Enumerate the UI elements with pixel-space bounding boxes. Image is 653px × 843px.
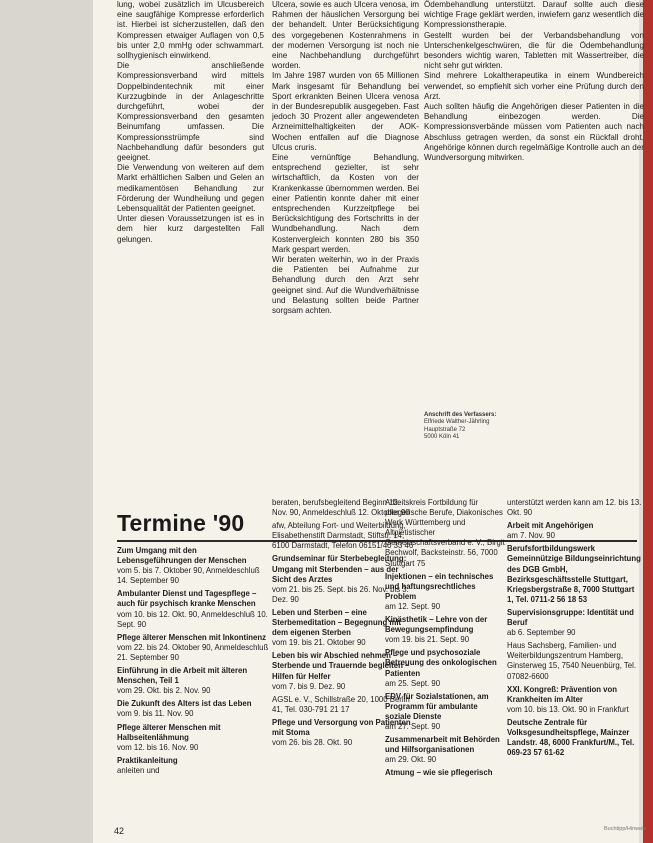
- event-entry: [117, 756, 269, 776]
- event-details: vom 5. bis 7. Oktober 90, Anmeldeschluß 14. September 90: [117, 566, 260, 586]
- event-entry: [117, 666, 269, 696]
- article-paragraph: Die Verwendung von weiteren auf dem Markt erhältlichen Salben und Gelen an medikamentösen Behandlung zur Förderung der Wundheilung und gegen Lebensqualität der Patienten geeignet.: [117, 163, 264, 214]
- event-details: vom 19. bis 21. Oktober 90: [272, 638, 366, 648]
- event-title: Supervisionsgruppe: Identität und Beruf: [507, 607, 634, 628]
- article-paragraph: Unter diesen Voraussetzungen ist es in dem hier kurz dargestellten Fall gelungen.: [117, 214, 264, 244]
- event-title: Ambulanter Dienst und Tagespflege – auch für psychisch kranke Menschen: [117, 589, 257, 609]
- page-number: 42: [114, 826, 125, 836]
- section-title: Termine '90: [117, 510, 245, 536]
- event-title: Pflege und psychosoziale Betreuung des onkologischen Patienten: [385, 648, 497, 678]
- article-paragraph: Gestellt wurden bei der Verbandsbehandlung von Unterschenkelgeschwüren, die für die Ödembehandlung besonders wichtig waren, Tabletten mit Wassertreiber, die nicht sehr gut wirkten.: [424, 30, 644, 71]
- author-address: [424, 412, 564, 442]
- author-address-line: Elfriede Walther-Jährling: [424, 419, 490, 426]
- event-title: Zusammenarbeit mit Behörden und Hilfsorganisationen: [385, 735, 500, 755]
- article-paragraph: Ulcera, sowie es auch Ulcera venosa, im Rahmen der häuslichen Versorgung bei der behandelt. Unter Berücksichtigung des vorgegebenen Kostenrahmens in der modernen Versorgung ist noch nie eine Nachbehandlung durchgeführt worden.: [272, 0, 419, 71]
- article-column-2: [272, 0, 419, 498]
- event-details: vom 26. bis 28. Okt. 90: [272, 738, 353, 748]
- event-title: Berufsfortbildungswerk Gemeinnützige Bildungseinrichtung des DGB GmbH, Bezirksgeschäftsstelle Stuttgart, Kriegsbergstraße 8, 7000 Stuttgart 1, Tel. 0711-2 56 18 53: [507, 544, 641, 604]
- event-entry: [117, 546, 269, 586]
- event-entry: [117, 633, 269, 663]
- event-details: am 29. Okt. 90: [385, 755, 437, 765]
- event-details: vom 7. bis 9. Dez. 90: [272, 681, 346, 691]
- event-entry: [385, 498, 505, 569]
- event-entry: [507, 498, 642, 518]
- footer-note: Buchtipp/Hinweis: [604, 826, 647, 832]
- event-details: vom 12. bis 16. Nov. 90: [117, 742, 199, 752]
- event-title: Kinästhetik – Lehre von der Bewegungsempfindung: [385, 615, 488, 635]
- event-details: beraten, berufsbegleitend Beginn 12. Nov. 90, Anmeldeschluß 12. Oktober 90: [272, 498, 410, 518]
- event-details: vom 22. bis 24. Oktober 90, Anmeldeschluß 21. September 90: [117, 642, 269, 662]
- event-entry: [117, 589, 269, 629]
- event-entry: [507, 521, 642, 541]
- article-paragraph: Im Jahre 1987 wurden von 65 Millionen Mark insgesamt für Behandlung bei Sport erkrankten Beinen Ulcera venosa in der Bundesrepublik ausgegeben. Fast jedoch 30 Prozent aller angewendeten Arzneimittelhaltigkeiten der AOK-Wochen entfallen auf die Diagnose Ulcus cruris.: [272, 71, 419, 152]
- events-column-1: [117, 546, 269, 779]
- event-title: Atmung – wie sie pflegerisch: [385, 768, 493, 778]
- event-details: vom 9. bis 11. Nov. 90: [117, 709, 194, 719]
- event-title: Deutsche Zentrale für Volksgesundheitspflege, Mainzer Landstr. 48, 6000 Frankfurt/M., Tel. 069-23 57 61-62: [507, 717, 635, 758]
- events-column-3: [385, 498, 505, 781]
- event-details: AGSL e. V., Schillstraße 20, 1000 Berlin 41, Tel. 030-791 21 17: [272, 694, 410, 714]
- event-entry: [507, 608, 642, 638]
- event-details: am 12. Sept. 90: [385, 601, 441, 611]
- binding-edge: [643, 0, 653, 843]
- event-entry: [507, 718, 642, 758]
- article-paragraph: Sind mehrere Lokaltherapeutika in einem Wundbereich verwendet, so empfiehlt sich vorher eine Prüfung durch den Arzt.: [424, 71, 644, 101]
- event-title: Leben bis wir Abschied nehmen – Sterbende und Trauernde begleiten – Hilfen für Helfer: [272, 651, 410, 681]
- article-paragraph: Auch sollten häufig die Angehörigen dieser Patienten in die Behandlung einbezogen werden. Die Kompressionsverbände müssen vom Patienten auch nach Abschluss getragen werden, da sonst ein Rückfall droht. Angehörige können durch regelmäßige Kontrolle auch an der Wundversorgung mitwirken.: [424, 102, 644, 163]
- article-paragraph: Wir beraten weiterhin, wo in der Praxis die Patienten bei Aufnahme zur Behandlung durch den Arzt sehr geeignet sind. Auf die Wundverhältnisse und Belastung sollten beide Partner sorgsam achten.: [272, 255, 419, 316]
- event-details: vom 10. bis 13. Okt. 90 in Frankfurt: [507, 704, 629, 714]
- event-details: vom 10. bis 12. Okt. 90, Anmeldeschluß 10. Sept. 90: [117, 609, 268, 629]
- event-entry: [385, 768, 505, 778]
- event-title: Pflege älterer Menschen mit Halbseitenlähmung: [117, 722, 221, 742]
- article-paragraph: lung, wobei zusätzlich im Ulcusbereich eine saugfähige Kompresse erforderlich ist. Hierbei ist sicherzustellen, daß den Kompressen etwaiger Auflagen von 0,5 bis unter 2,0 mmHg oder schwammart. sollhygienisch einwirkend.: [117, 0, 264, 61]
- event-details: vom 21. bis 25. Sept. bis 26. Nov. bis 3. Dez. 90: [272, 584, 409, 604]
- event-title: Zum Umgang mit den Lebensgeführungen der Menschen: [117, 546, 247, 566]
- event-title: Einführung in die Arbeit mit älteren Menschen, Teil 1: [117, 666, 248, 686]
- event-title: Pflege älterer Menschen mit Inkontinenz: [117, 632, 267, 642]
- event-entry: [117, 723, 269, 753]
- article-column-3: [424, 0, 644, 408]
- event-title: Arbeit mit Angehörigen: [507, 521, 594, 531]
- event-details: am 27. Sept. 90: [385, 721, 441, 731]
- event-details: am 7. Nov. 90: [507, 531, 555, 541]
- event-title: Pflege und Versorgung von Patienten mit Stoma: [272, 717, 411, 737]
- events-column-4: [507, 498, 642, 761]
- author-address-line: 5000 Köln 41: [424, 434, 460, 441]
- event-title: EDV für Sozialstationen, am Programm für ambulante soziale Dienste: [385, 691, 489, 721]
- event-entry: [507, 641, 642, 681]
- event-details: am 25. Sept. 90: [385, 678, 441, 688]
- event-details: Arbeitskreis Fortbildung für pflegerische Berufe, Diakonisches Werk Württemberg und Altpietistischer Gemeinschaftsverband e. V., Birgit Bechwolf, Backsteinstr. 56, 7000 Stuttgart 75: [385, 498, 505, 568]
- article-paragraph: Ödembehandlung unterstützt. Darauf sollte auch diese wichtige Frage geklärt werden, inwiefern ganz wesentlich die Kompressionstherapie.: [424, 0, 644, 30]
- event-entry: [117, 699, 269, 719]
- event-title: Grundseminar für Sterbebegleitung: Umgang mit Sterbenden – aus der Sicht des Arztes: [272, 554, 407, 584]
- article-paragraph: Eine vernünftige Behandlung, entsprechend gezielter, ist sehr wirtschaftlich, da Kosten von der Krankenkasse übernommen werden. Bei einer Patientin konnte daher mit einer entsprechenden Kurzzeitpflege bei Berücksichtigung des Fortschritts in der Wundbehandlung. Nach dem Kostenvergleich konnten 280 bis 350 Mark gespart werden.: [272, 153, 419, 254]
- event-details: anleiten und: [117, 765, 160, 775]
- event-details: Haus Sachsberg, Familien- und Weiterbildungszentrum Hamberg, Ginsterweg 15, 7540 Neuenbürg, Tel. 07082-6600: [507, 641, 637, 681]
- event-entry: [507, 544, 642, 605]
- event-details: afw, Abteilung Fort- und Weiterbildung, Elisabethenstift Darmstadt, Stiftstr. 14, 6100 Darmstadt, Telefon 06151/40 33 46: [272, 521, 414, 551]
- event-entry: [385, 735, 505, 765]
- event-details: vom 19. bis 21. Sept. 90: [385, 635, 470, 645]
- author-address-heading: Anschrift des Verfassers:: [424, 412, 497, 418]
- article-column-1: [117, 0, 264, 498]
- event-entry: [385, 615, 505, 645]
- event-title: Leben und Sterben – eine Sterbemeditation – Begegnung mit dem eigenen Sterben: [272, 607, 402, 638]
- event-details: vom 29. Okt. bis 2. Nov. 90: [117, 686, 211, 696]
- event-title: Praktikanleitung: [117, 755, 178, 765]
- event-details: ab 6. September 90: [507, 628, 576, 638]
- event-details: unterstützt werden kann am 12. bis 13. Okt. 90: [507, 498, 642, 518]
- event-title: Injektionen – ein technisches und haftungsrechtliches Problem: [385, 571, 494, 601]
- event-entry: [507, 685, 642, 715]
- event-title: XXI. Kongreß: Prävention von Krankheiten im Alter: [507, 684, 618, 704]
- event-entry: [385, 648, 505, 688]
- author-address-line: Hauptstraße 72: [424, 426, 466, 433]
- event-entry: [385, 692, 505, 732]
- event-entry: [385, 572, 505, 612]
- event-title: Die Zukunft des Alters ist das Leben: [117, 699, 252, 709]
- article-paragraph: Die anschließende Kompressionsverband wird mittels Doppelbindentechnik mit einer Kurzzugbinde in der Anlageschritte durchgeführt, wobei der Kompressionsverband den gesamten Beinumfang umfassen. Die Kompressionsstrümpfe sind Nachbehandlung dafür besonders gut geeignet.: [117, 61, 264, 163]
